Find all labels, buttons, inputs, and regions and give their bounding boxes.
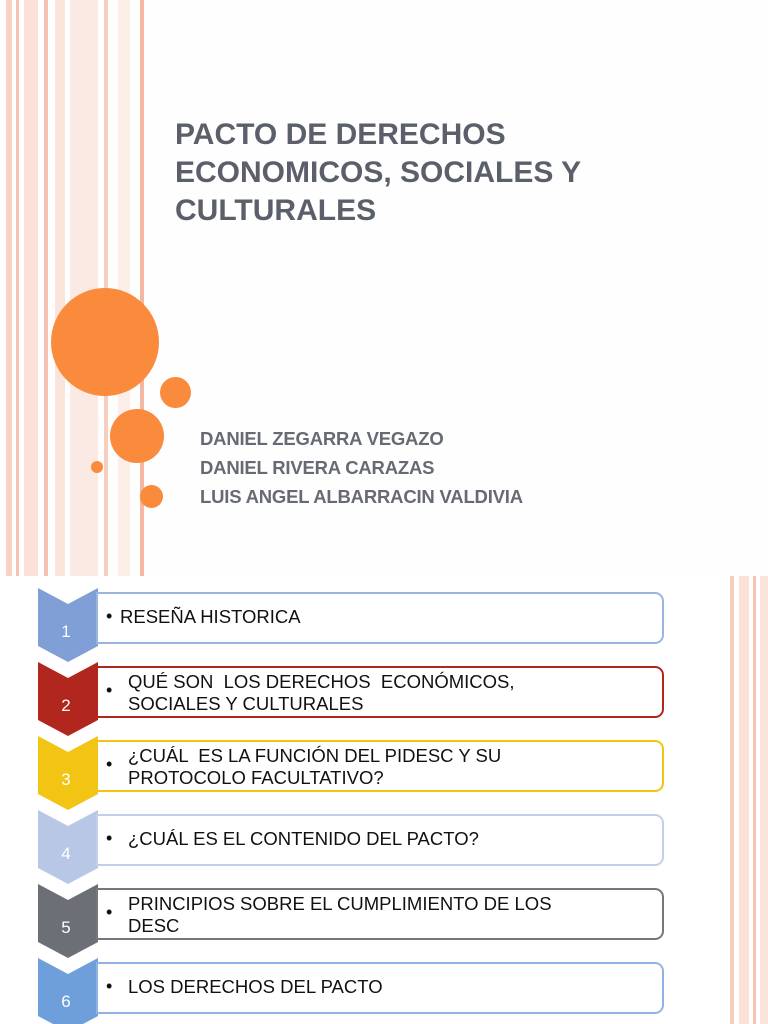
agenda-item — [38, 592, 668, 648]
chevron-shape — [38, 958, 98, 1024]
author-list — [200, 424, 523, 511]
item-number: 3 — [61, 770, 71, 789]
bullet: • — [106, 680, 113, 700]
item-box — [96, 962, 664, 1014]
decorative-circle-large — [51, 288, 159, 396]
item-label: LOS DERECHOS DEL PACTO — [128, 976, 383, 997]
agenda-item — [38, 962, 668, 1018]
bullet: • — [106, 902, 113, 922]
agenda-item — [38, 740, 668, 796]
agenda-item — [38, 666, 668, 722]
item-number: 1 — [61, 622, 71, 641]
item-box — [96, 740, 664, 792]
item-box — [96, 888, 664, 940]
item-label: RESEÑA HISTORICA — [120, 606, 301, 627]
bullet: • — [106, 976, 113, 996]
item-label: ¿CUÁL ES EL CONTENIDO DEL PACTO? — [128, 828, 479, 849]
title-line: PACTO DE DERECHOS — [175, 118, 506, 151]
item-number: 5 — [61, 918, 71, 937]
item-box — [96, 592, 664, 644]
item-box — [96, 666, 664, 718]
slide-title — [175, 116, 735, 230]
decorative-circle-small — [160, 377, 191, 408]
decorative-circle-medium — [110, 409, 164, 463]
agenda-item — [38, 888, 668, 944]
item-label: ¿CUÁL ES LA FUNCIÓN DEL PIDESC Y SU PROTOCOLO FACULTATIVO? — [128, 745, 502, 788]
author-name: DANIEL RIVERA CARAZAS — [200, 457, 435, 478]
author-name: DANIEL ZEGARRA VEGAZO — [200, 428, 444, 449]
agenda-slide — [0, 576, 768, 1024]
author-name: LUIS ANGEL ALBARRACIN VALDIVIA — [200, 486, 523, 507]
item-number: 2 — [61, 696, 71, 715]
title-line: ECONOMICOS, SOCIALES Y — [175, 156, 582, 189]
title-line: CULTURALES — [175, 194, 377, 227]
item-number: 6 — [61, 992, 71, 1011]
decorative-circle-tiny — [91, 461, 103, 473]
item-box — [96, 814, 664, 866]
bullet: • — [106, 754, 113, 774]
decorative-stripes-right — [730, 576, 768, 1024]
decorative-stripes — [0, 0, 150, 576]
bullet: • — [106, 828, 113, 848]
item-number: 4 — [61, 844, 71, 863]
item-label: QUÉ SON LOS DERECHOS ECONÓMICOS, SOCIALES Y CULTURALES — [128, 671, 515, 714]
item-label: PRINCIPIOS SOBRE EL CUMPLIMIENTO DE LOS DESC — [128, 893, 552, 936]
bullet: • — [106, 606, 113, 626]
agenda-item — [38, 814, 668, 870]
decorative-circle-small-2 — [140, 485, 163, 508]
